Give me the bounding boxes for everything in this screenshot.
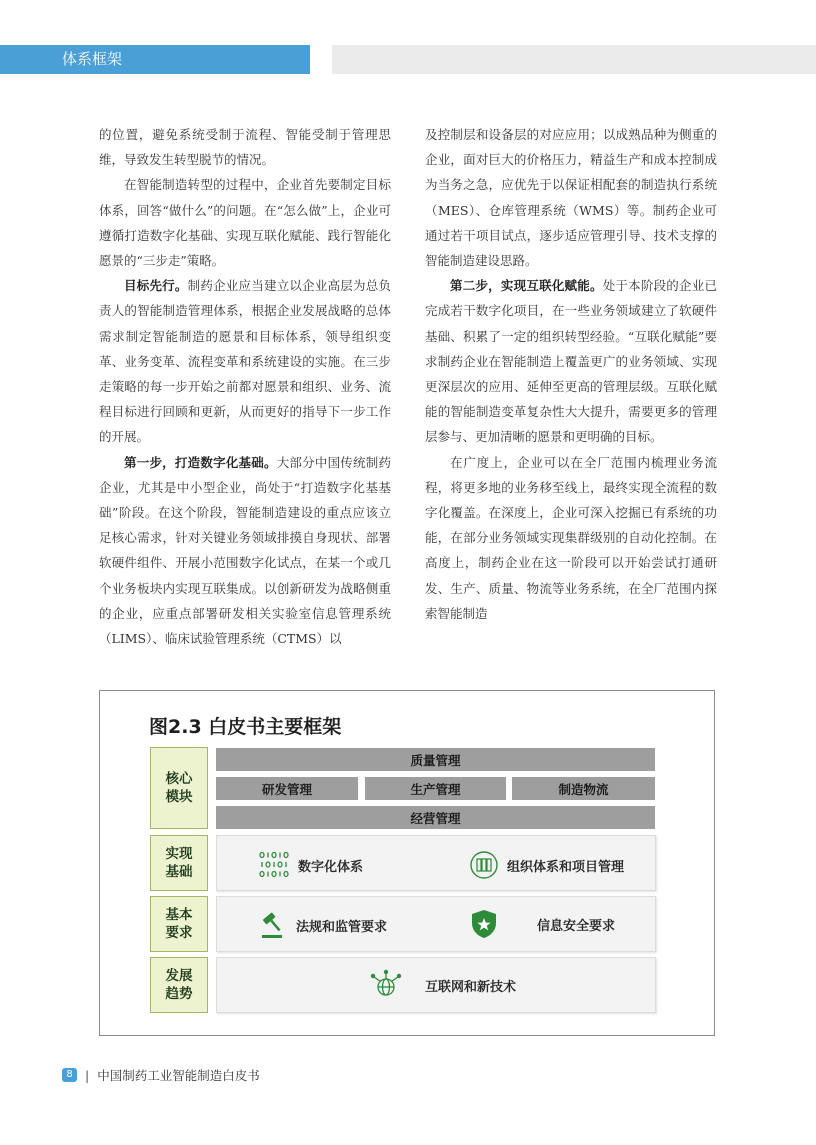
figure-title: 图2.3 白皮书主要框架 (149, 716, 342, 738)
left-column (99, 122, 391, 651)
paragraph: 及控制层和设备层的对应应用；以成熟品种为侧重的企业，面对巨大的价格压力，精益生产和成本控制成为当务之急，应优先于以保证相配套的制造执行系统（MES）、仓库管理系统（WMS）等。制药企业可通过若干项目试点，逐步适应管理引导、技术支撑的智能制造建设思路。 (425, 127, 717, 269)
module-rnd: 研发管理 (216, 777, 358, 800)
binders-icon (469, 851, 499, 879)
module-production: 生产管理 (365, 777, 506, 800)
footer-separator: | (85, 1067, 90, 1083)
paragraph: 在智能制造转型的过程中，企业首先要制定目标体系，回答“做什么”的问题。在“怎么做”上，企业可遵循打造数字化基础、实现互联化赋能、践行智能化愿景的“三步走”策略。 (99, 177, 391, 269)
module-quality: 质量管理 (216, 748, 655, 771)
row-label-foundation: 实现 基础 (150, 835, 208, 891)
binary-icon (258, 851, 290, 879)
section-title: 体系框架 (62, 50, 123, 68)
trend-item-internet: 互联网和新技术 (369, 969, 516, 1001)
requirement-item-regulation: 法规和监管要求 (258, 911, 387, 939)
foundation-item-digital: 数字化体系 (258, 851, 363, 879)
paragraph-lead: 目标先行。 (124, 278, 188, 294)
paragraph: 在广度上，企业可以在全厂范围内梳理业务流程，将更多地的业务移至线上，最终实现全流程的数字化覆盖。在深度上，企业可深入挖掘已有系统的功能，在部分业务领域实现集群级别的自动化控制。在高度上，制药企业在这一阶段可以开始尝试打通研发、生产、质量、物流等业务系统，在全厂范围内探索智能制造 (425, 454, 717, 621)
page-footer (62, 1066, 260, 1084)
shield-icon (469, 908, 499, 940)
module-logistics: 制造物流 (512, 777, 655, 800)
paragraph: 第一步，打造数字化基础。大部分中国传统制药企业，尤其是中小型企业，尚处于“打造数字化基基础”阶段。在这个阶段，智能制造建设的重点应该立足核心需求，针对关键业务领域排摸自身现状、部署软硬件组件、开展小范围数字化试点，在某一个或几个业务板块内实现互联集成。以创新研发为战略侧重的企业，应重点部署研发相关实验室信息管理系统（LIMS）、临床试验管理系统（CTMS）以 (99, 454, 391, 647)
section-tab (0, 45, 310, 74)
paragraph: 目标先行。制药企业应当建立以企业高层为总负责人的智能制造管理体系，根据企业发展战略的总体需求制定智能制造的愿景和目标体系，领导组织变革、业务变革、流程变革和系统建设的实施。在三步走策略的每一步开始之前都对愿景和组织、业务、流程目标进行回顾和更新，从而更好的指导下一步工作的开展。 (99, 278, 391, 445)
page-number: 8 (62, 1068, 77, 1082)
paragraph: 的位置，避免系统受制于流程、智能受制于管理思维，导致发生转型脱节的情况。 (99, 127, 391, 168)
foundation-item-organization: 组织体系和项目管理 (469, 851, 624, 879)
row-label-requirements: 基本 要求 (150, 896, 208, 952)
header-bar (332, 45, 816, 74)
row-label-trend: 发展 趋势 (150, 957, 208, 1013)
paragraph-lead: 第一步，打造数字化基础。 (124, 454, 277, 470)
document-title: 中国制药工业智能制造白皮书 (97, 1068, 260, 1083)
paragraph-lead: 第二步，实现互联化赋能。 (450, 278, 603, 294)
module-operations: 经营管理 (216, 806, 655, 829)
right-column (425, 122, 717, 626)
network-globe-icon (369, 969, 403, 1001)
requirement-item-security: 信息安全要求 (469, 908, 615, 940)
paragraph: 第二步，实现互联化赋能。处于本阶段的企业已完成若干数字化项目，在一些业务领域建立了软硬件基础、积累了一定的组织转型经验。“互联化赋能”要求制药企业在智能制造上覆盖更广的业务领域、实现更深层次的应用、延伸至更高的管理层级。互联化赋能的智能制造变革复杂性大大提升，需要更多的管理层参与、更加清晰的愿景和更明确的目标。 (425, 278, 717, 445)
gavel-icon (258, 911, 288, 939)
row-label-core: 核心 模块 (150, 747, 208, 829)
